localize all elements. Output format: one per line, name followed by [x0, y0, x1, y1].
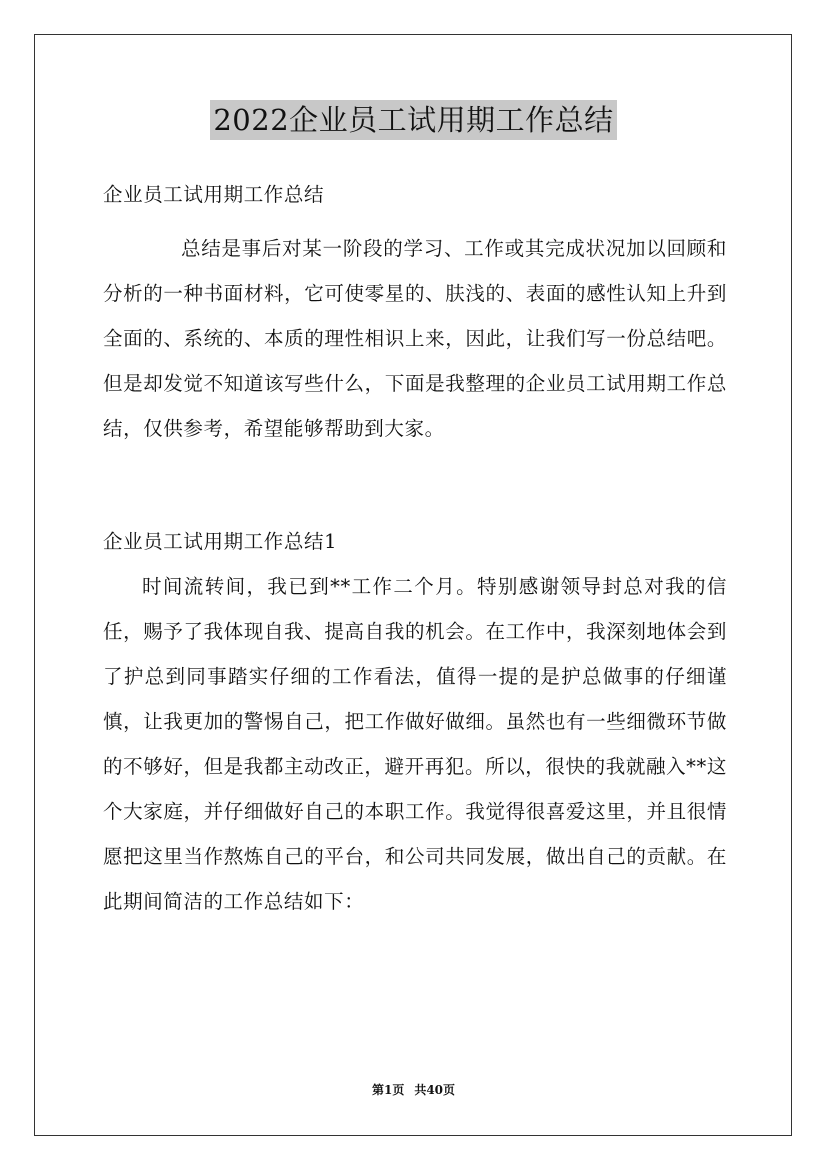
title-container	[0, 100, 827, 140]
body-paragraph: 时间流转间，我已到**工作二个月。特别感谢领导封总对我的信任，赐予了我体现自我、提高自我的机会。在工作中，我深刻地体会到了护总到同事踏实仔细的工作看法，值得一提的是护总做事的仔细谨慎，让我更加的警惕自己，把工作做好做细。虽然也有一些细微环节做的不够好，但是我都主动改正，避开再犯。所以，很快的我就融入**这个大家庭，并仔细做好自己的本职工作。我觉得很喜爱这里，并且很情愿把这里当作熬炼自己的平台，和公司共同发展，做出自己的贡献。在此期间简洁的工作总结如下：	[103, 575, 727, 913]
paragraph-spacer	[103, 451, 727, 519]
page-number: 第1页	[371, 1083, 405, 1097]
document-body	[103, 172, 727, 924]
document-title: 2022企业员工试用期工作总结	[210, 100, 616, 140]
section-heading: 企业员工试用期工作总结	[103, 183, 325, 206]
intro-paragraph: 总结是事后对某一阶段的学习、工作或其完成状况加以回顾和分析的一种书面材料，它可使零星的、肤浅的、表面的感性认知上升到全面的、系统的、本质的理性相识上来，因此，让我们写一份总结吧。但是却发觉不知道该写些什么，下面是我整理的企业员工试用期工作总结，仅供参考，希望能够帮助到大家。	[103, 237, 727, 440]
article-heading: 企业员工试用期工作总结1	[103, 530, 338, 553]
page-total: 共40页	[414, 1083, 456, 1097]
page-footer	[0, 1082, 827, 1098]
